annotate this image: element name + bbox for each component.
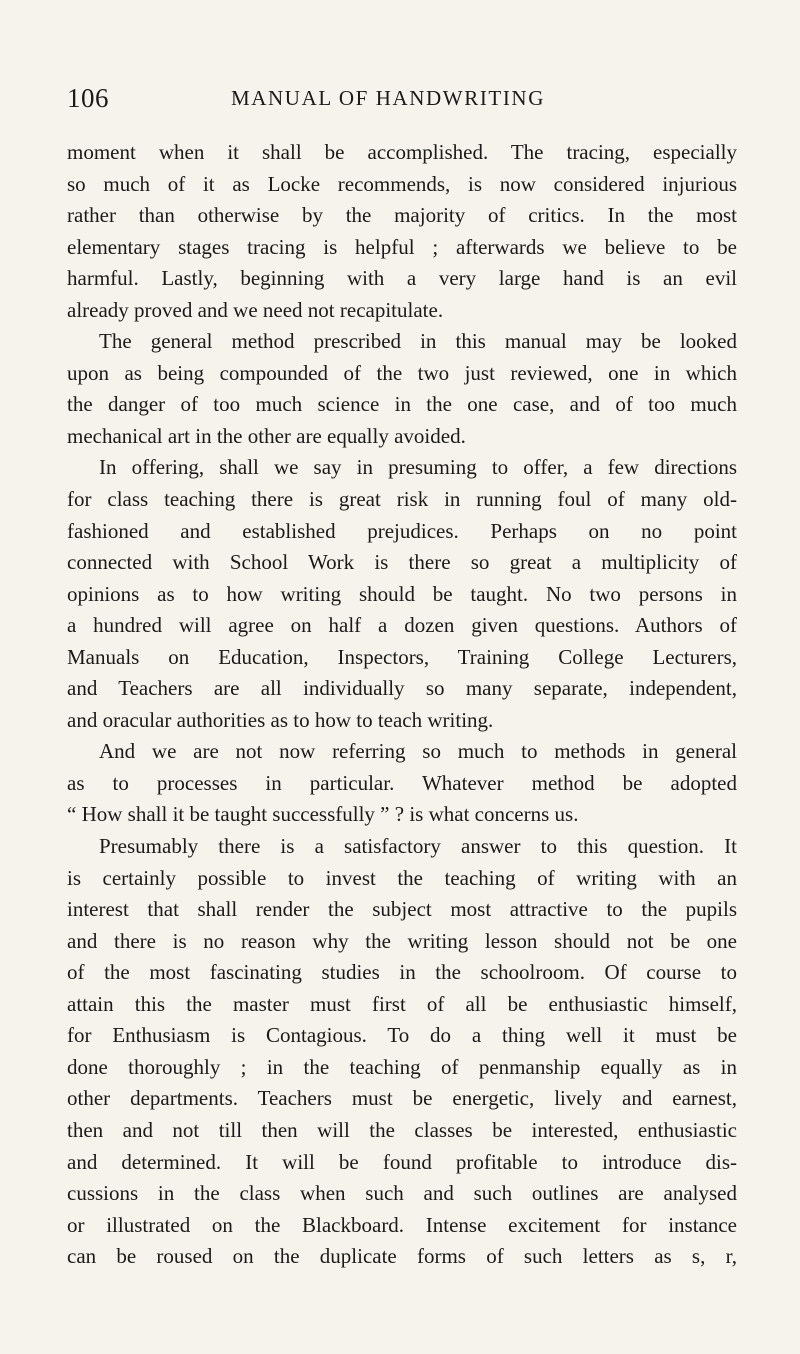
page-number: 106 [67,83,109,113]
text-line: as to processes in particular. Whatever method be adopted [67,770,737,795]
text-line: opinions as to how writing should be taught. No two persons in [67,581,737,606]
text-line: and determined. It will be found profitable to introduce dis- [67,1149,737,1174]
text-line: fashioned and established prejudices. Perhaps on no point [67,518,737,543]
text-line: then and not till then will the classes be interested, enthusiastic [67,1117,737,1142]
text-line: or illustrated on the Blackboard. Intense excitement for instance [67,1212,737,1237]
text-line: Manuals on Education, Inspectors, Training College Lecturers, [67,644,737,669]
text-line: and there is no reason why the writing lesson should not be one [67,928,737,953]
text-line: interest that shall render the subject most attractive to the pupils [67,897,737,922]
text-line: rather than otherwise by the majority of critics. In the most [67,203,737,228]
text-line: And we are not now referring so much to methods in general [99,739,737,764]
running-head [67,78,737,118]
text-line: “ How shall it be taught successfully ” ? is what concerns us. [67,802,579,827]
text-line: other departments. Teachers must be energetic, lively and earnest, [67,1086,737,1111]
text-line: and oracular authorities as to how to teach writing. [67,707,494,732]
text-line: for class teaching there is great risk in running foul of many old- [67,487,737,512]
text-line: attain this the master must first of all be enthusiastic himself, [67,991,737,1016]
text-line: connected with School Work is there so great a multiplicity of [67,550,737,575]
text-line: and Teachers are all individually so many separate, independent, [67,676,737,701]
text-line: for Enthusiasm is Contagious. To do a thing well it must be [67,1023,737,1048]
text-line: done thoroughly ; in the teaching of penmanship equally as in [67,1054,737,1079]
text-line: harmful. Lastly, beginning with a very large hand is an evil [67,266,737,291]
text-line: The general method prescribed in this manual may be looked [99,329,737,354]
text-line: moment when it shall be accomplished. The tracing, especially [67,140,737,164]
text-line: is certainly possible to invest the teaching of writing with an [67,865,737,890]
text-line: Presumably there is a satisfactory answer to this question. It [99,834,737,859]
text-line: already proved and we need not recapitulate. [67,297,444,322]
text-line: mechanical art in the other are equally avoided. [67,423,466,448]
text-line: can be roused on the duplicate forms of such letters as s, r, [67,1244,737,1269]
body-text [67,137,737,1273]
text-line: a hundred will agree on half a dozen given questions. Authors of [67,613,737,638]
running-title: MANUAL OF HANDWRITING [231,86,545,110]
text-line: upon as being compounded of the two just reviewed, one in which [67,360,737,385]
text-line: so much of it as Locke recommends, is now considered injurious [67,171,737,196]
text-line: elementary stages tracing is helpful ; afterwards we believe to be [67,234,737,259]
text-line: the danger of too much science in the one case, and of too much [67,392,737,417]
text-line: In offering, shall we say in presuming to offer, a few directions [99,455,737,480]
text-line: cussions in the class when such and such outlines are analysed [67,1181,737,1206]
text-line: of the most fascinating studies in the schoolroom. Of course to [67,960,737,985]
